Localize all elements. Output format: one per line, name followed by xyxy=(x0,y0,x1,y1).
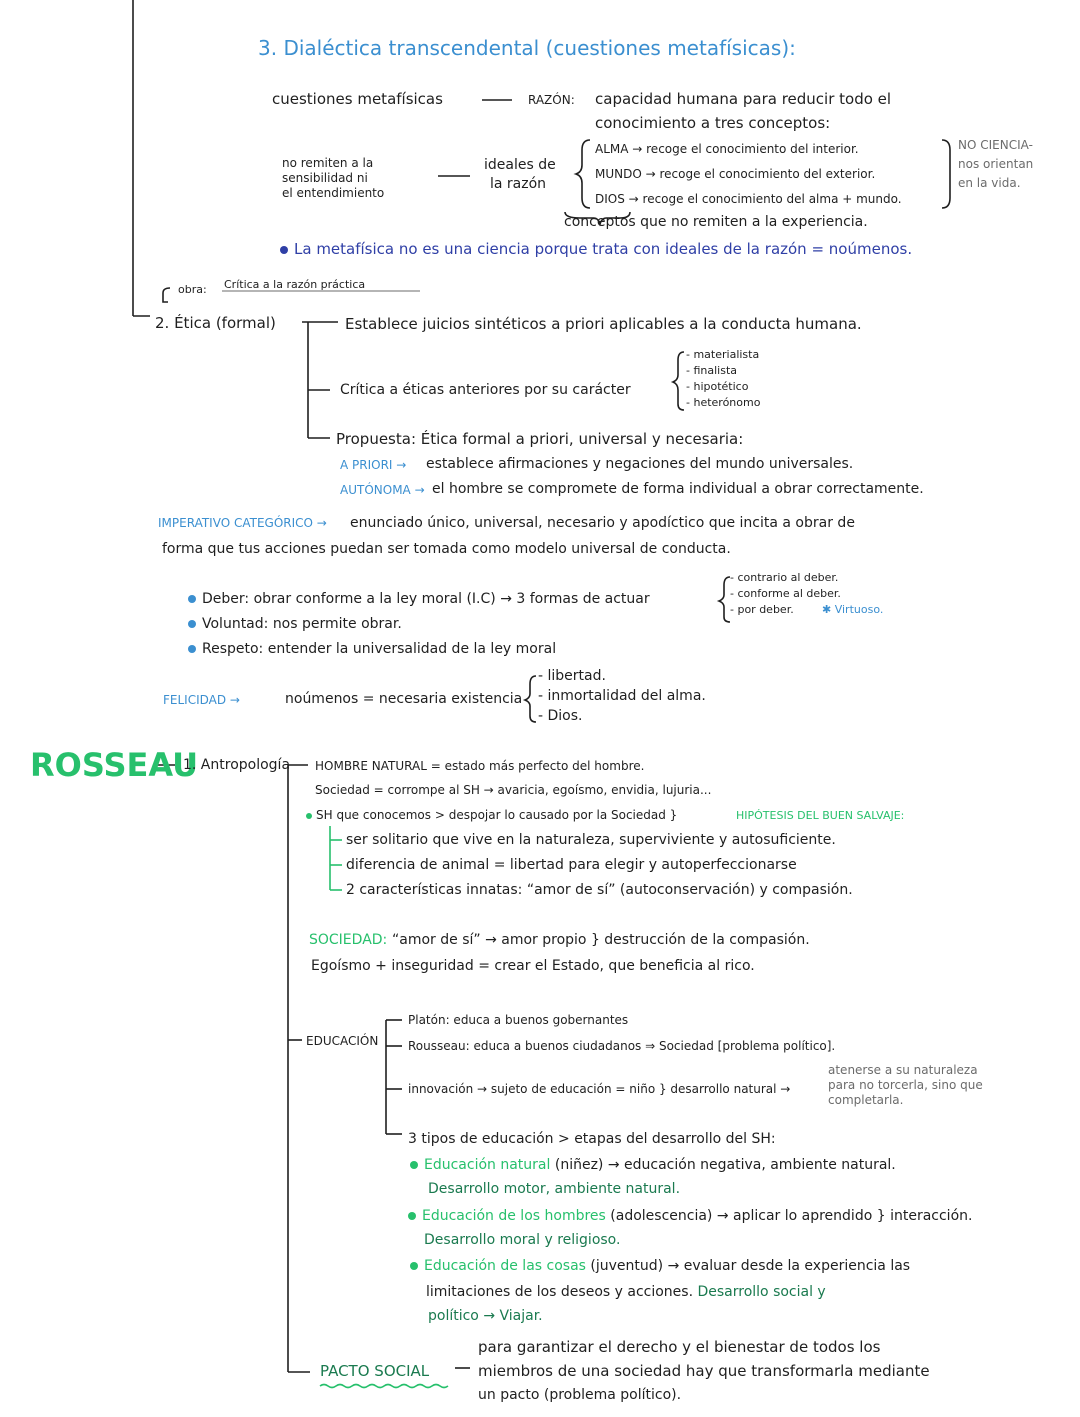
hombres-sub: Desarrollo moral y religioso. xyxy=(424,1232,621,1248)
pacto-label: PACTO SOCIAL xyxy=(320,1362,430,1380)
apriori-text: establece afirmaciones y negaciones del mundo universales. xyxy=(426,456,854,472)
educacion-cosas: Educación de las cosas (juventud) → evaluar desde la experiencia las xyxy=(410,1258,910,1275)
pacto-underline xyxy=(320,1385,448,1388)
etica-establece: Establece juicios sintéticos a priori aplicables a la conducta humana. xyxy=(345,315,862,333)
bullet-icon xyxy=(188,595,196,603)
felicidad-item-2: - inmortalidad del alma. xyxy=(538,688,706,704)
sh-item-2: diferencia de animal = libertad para elegir y autoperfeccionarse xyxy=(346,857,797,873)
sociedad-corrompe: Sociedad = corrompe al SH → avaricia, egoísmo, envidia, lujuria... xyxy=(315,783,712,797)
educacion-label: EDUCACIÓN xyxy=(306,1034,379,1048)
felicidad-text: noúmenos = necesaria existencia xyxy=(285,691,523,707)
razon-def-2: conocimiento a tres conceptos: xyxy=(595,114,831,132)
hipotesis-label: HIPÓTESIS DEL BUEN SALVAJE: xyxy=(736,809,905,822)
atenerse-1: atenerse a su naturaleza xyxy=(828,1063,978,1077)
natural-sub: Desarrollo motor, ambiente natural. xyxy=(428,1181,681,1197)
sh-item-3: 2 características innatas: “amor de sí” (autoconservación) y compasión. xyxy=(346,882,853,898)
rousseau-title: ROSSEAU xyxy=(30,746,199,784)
etica-title: 2. Ética (formal) xyxy=(155,314,276,332)
sociedad-label: SOCIEDAD: xyxy=(309,932,388,948)
no-remiten-2: sensibilidad ni xyxy=(282,171,368,185)
bullet-icon xyxy=(188,645,196,653)
pacto-text-1: para garantizar el derecho y el bienestar de todos los xyxy=(478,1338,881,1356)
felicidad-label: FELICIDAD → xyxy=(163,693,240,707)
caracter-1: - materialista xyxy=(686,348,760,361)
hombre-natural: HOMBRE NATURAL = estado más perfecto del hombre. xyxy=(315,759,645,773)
sh-item-1: ser solitario que vive en la naturaleza, superviviente y autosuficiente. xyxy=(346,832,836,848)
egoismo-text: Egoísmo + inseguridad = crear el Estado, que beneficia al rico. xyxy=(311,958,755,974)
educacion-platon: Platón: educa a buenos gobernantes xyxy=(408,1013,629,1027)
mundo-row: MUNDO → recoge el conocimiento del exterior. xyxy=(595,167,876,181)
autonoma-label: AUTÓNOMA → xyxy=(340,483,425,497)
cosas-text-2: limitaciones de los deseos y acciones. Desarrollo social y xyxy=(426,1284,826,1300)
no-ciencia-2: nos orientan xyxy=(958,157,1034,171)
obra-arrow xyxy=(163,288,170,302)
etica-critica: Crítica a éticas anteriores por su carácter xyxy=(340,382,631,398)
educacion-hombres: Educación de los hombres (adolescencia) → aplicar lo aprendido } interacción. xyxy=(408,1208,972,1225)
forma-3: - por deber. xyxy=(730,603,794,616)
deber-bullet: Deber: obrar conforme a la ley moral (I.C) → 3 formas de actuar xyxy=(188,591,650,608)
imperativo-label: IMPERATIVO CATEGÓRICO → xyxy=(158,516,327,530)
etica-propuesta: Propuesta: Ética formal a priori, universal y necesaria: xyxy=(336,430,744,448)
cuestiones-label: cuestiones metafísicas xyxy=(272,90,443,108)
respeto-bullet: Respeto: entender la universalidad de la ley moral xyxy=(188,641,556,658)
bullet-icon xyxy=(188,620,196,628)
caracter-3: - hipotético xyxy=(686,380,749,393)
bullet-icon xyxy=(410,1161,418,1169)
caracter-2: - finalista xyxy=(686,364,738,377)
ideales-1: ideales de xyxy=(484,157,556,173)
caracteres-brace xyxy=(673,352,684,410)
imperativo-text-1: enunciado único, universal, necesario y apodíctico que incita a obrar de xyxy=(350,515,855,531)
educacion-natural: Educación natural (niñez) → educación negativa, ambiente natural. xyxy=(410,1157,896,1174)
conceptos-brace xyxy=(576,140,590,208)
no-remiten-1: no remiten a la xyxy=(282,156,374,170)
felicidad-brace xyxy=(525,676,536,722)
caracter-4: - heterónomo xyxy=(686,396,761,409)
felicidad-item-3: - Dios. xyxy=(538,708,583,724)
bullet-icon xyxy=(408,1212,416,1220)
sociedad-text: “amor de sí” → amor propio } destrucción de la compasión. xyxy=(392,932,810,948)
antropologia-title: 1. Antropología xyxy=(183,757,291,773)
dialectica-title: 3. Dialéctica transcendental (cuestiones metafísicas): xyxy=(258,36,796,60)
innovacion: innovación → sujeto de educación = niño } desarrollo natural → xyxy=(408,1082,791,1096)
educacion-rousseau: Rousseau: educa a buenos ciudadanos ⇒ Sociedad [problema político]. xyxy=(408,1039,836,1053)
razon-label: RAZÓN: xyxy=(528,93,575,107)
bullet-icon xyxy=(280,246,288,254)
dios-row: DIOS → recoge el conocimiento del alma + mundo. xyxy=(595,192,902,206)
conceptos-note: conceptos que no remiten a la experiencia. xyxy=(564,214,868,230)
obra-title: Crítica a la razón práctica xyxy=(224,278,366,291)
metafisica-bullet: La metafísica no es una ciencia porque trata con ideales de la razón = noúmenos. xyxy=(280,240,912,258)
no-ciencia-bracket xyxy=(942,140,950,208)
tipos-educacion: 3 tipos de educación > etapas del desarrollo del SH: xyxy=(408,1131,776,1147)
forma-1: - contrario al deber. xyxy=(730,571,839,584)
atenerse-3: completarla. xyxy=(828,1093,904,1107)
razon-def-1: capacidad humana para reducir todo el xyxy=(595,90,892,108)
felicidad-item-1: - libertad. xyxy=(538,668,606,684)
autonoma-text: el hombre se compromete de forma individual a obrar correctamente. xyxy=(432,481,924,497)
forma-2: - conforme al deber. xyxy=(730,587,841,600)
apriori-label: A PRIORI → xyxy=(340,458,407,472)
alma-row: ALMA → recoge el conocimiento del interior. xyxy=(595,142,859,156)
voluntad-bullet: Voluntad: nos permite obrar. xyxy=(188,616,402,633)
cosas-green-2: político → Viajar. xyxy=(428,1308,543,1324)
formas-brace xyxy=(719,577,730,622)
pacto-text-3: un pacto (problema político). xyxy=(478,1387,682,1403)
bullet-icon xyxy=(410,1262,418,1270)
atenerse-2: para no torcerla, sino que xyxy=(828,1078,983,1092)
obra-label: obra: xyxy=(178,283,207,296)
bullet-icon xyxy=(306,813,312,819)
no-ciencia-3: en la vida. xyxy=(958,176,1021,190)
no-remiten-3: el entendimiento xyxy=(282,186,385,200)
no-ciencia-1: NO CIENCIA- xyxy=(958,138,1033,152)
sh-conocemos: SH que conocemos > despojar lo causado por la Sociedad } xyxy=(306,808,677,822)
ideales-2: la razón xyxy=(490,176,547,192)
pacto-text-2: miembros de una sociedad hay que transformarla mediante xyxy=(478,1362,930,1380)
imperativo-text-2: forma que tus acciones puedan ser tomada como modelo universal de conducta. xyxy=(162,541,731,557)
virtuoso: ✱ Virtuoso. xyxy=(822,603,884,616)
